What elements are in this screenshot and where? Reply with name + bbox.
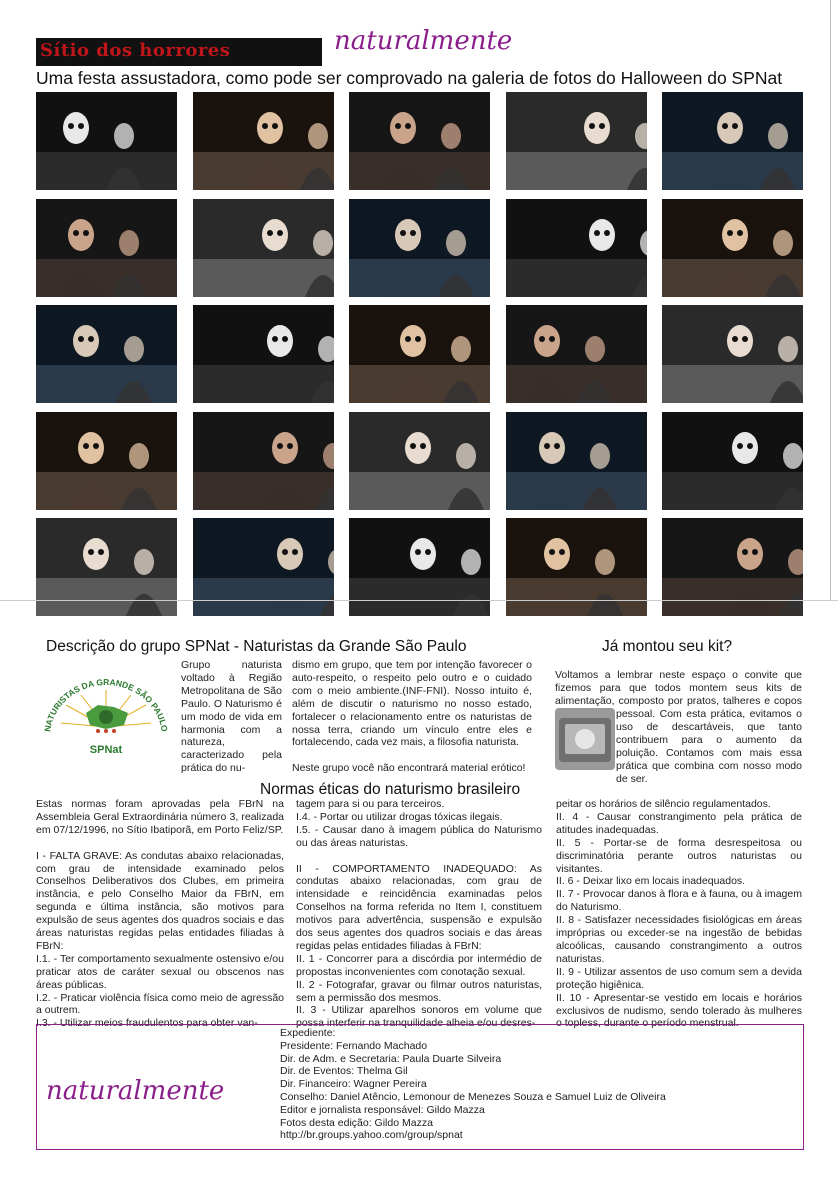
section-badge-label: Sítio dos horrores: [40, 40, 231, 61]
normas-paragraph: II. 5 - Portar-se de forma desrespeitosa ou discriminatória perante outros naturistas ou visitantes.: [556, 836, 802, 875]
descricao-col1: Grupo naturista voltado à Região Metropolitana de São Paulo. O Naturismo é um modo de vida em harmonia com a natureza, caracterizado pela prática do nu-: [181, 659, 282, 775]
normas-paragraph: peitar os horários de silêncio regulamentados.: [556, 798, 771, 810]
footer-brand-logo: naturalmente: [46, 1076, 225, 1106]
gallery-headline: Uma festa assustadora, como pode ser comprovado na galeria de fotos do Halloween do SPNat: [36, 68, 783, 88]
section-divider: [0, 600, 838, 601]
section-badge: [36, 38, 322, 66]
expediente-line: Dir. Financeiro: Wagner Pereira: [280, 1078, 427, 1091]
normas-paragraph: II. 2 - Fotografar, gravar ou filmar outros naturistas, sem a permissão dos mesmos.: [296, 978, 542, 1004]
expediente-line: Fotos desta edição: Gildo Mazza: [280, 1116, 433, 1129]
expediente-line: Dir. de Eventos: Thelma Gil: [280, 1065, 408, 1078]
photo-zombie-man: [36, 305, 177, 403]
normas-paragraph: I.3. - Utilizar meios fraudulentos para obter van-: [36, 1017, 258, 1030]
expediente-line: Presidente: Fernando Machado: [280, 1039, 428, 1052]
photo-man-makeup: [662, 92, 803, 190]
expediente-line: Editor e jornalista responsável: Gildo Mazza: [280, 1103, 485, 1116]
page-edge-line: [830, 0, 831, 600]
photo-group-skulls: [349, 92, 490, 190]
photo-scream-clown-group: [193, 199, 334, 297]
brand-logo: naturalmente: [334, 26, 513, 56]
normas-paragraph: II. 8 - Satisfazer necessidades fisiológicas em áreas impróprias ou exceder-se na ingestão de bebidas alcoólicas, causando constrangimento a outros naturistas.: [556, 914, 802, 965]
photo-skull-couple: [349, 199, 490, 297]
photo-makeup-artist: [506, 92, 647, 190]
descricao-p1: dismo em grupo, que tem por intenção favorecer o auto-respeito, o respeito pelo outro e o cuidado com o meio ambiente.(INF-FNI). Nosso intuito é, além de discutir o naturismo no nosso estado, fortalecer o relacionamento entre os naturistas de nossa terra, criando um vínculo entre eles e fortalecendo, cada vez mais, a filosofia naturista.: [292, 659, 532, 749]
spnat-logo: [36, 665, 176, 765]
kit-photo: [555, 708, 615, 770]
normas-title: Normas éticas do naturismo brasileiro: [260, 781, 521, 798]
normas-paragraph: I.4. - Portar ou utilizar drogas tóxicas ilegais.: [296, 810, 503, 823]
logo-arc-text: NATURISTAS DA GRANDE SÃO PAULO: [42, 676, 170, 733]
kit-text-top: Voltamos a lembrar neste espaço o convite que fizemos para que todos montem seus kits de alimentação, composto por pratos, talheres e copos: [555, 669, 802, 707]
normas-paragraph: II. 7 - Provocar danos à flora e à fauna, ou à imagem do Naturismo.: [556, 888, 802, 914]
photo-white-dress: [193, 518, 334, 616]
normas-paragraph: I.2. - Praticar violência física como meio de agressão a outrem.: [36, 991, 284, 1017]
expediente-line: Expediente:: [280, 1027, 336, 1039]
photo-costume-group: [506, 518, 647, 616]
photo-witch-group: [662, 305, 803, 403]
kit-text-side: pessoal. Com esta prática, evitamos o uso de descartáveis, que tanto contribuem para o aumento da poluição. Contamos com mais essa prática que combina com nosso modo de ser.: [616, 708, 802, 785]
normas-paragraph: II - COMPORTAMENTO INADEQUADO: As condutas abaixo relacionadas, com grau de intensidade e reincidência examinadas pelos Conselhos na forma referida no Item I, constituem motivos para advertência, suspensão e expulsão dos seus agentes dos quadros sociais e das áreas regidas pelas entidades filiadas à FBrN:: [296, 862, 542, 952]
normas-paragraph: II. 3 - Utilizar aparelhos sonoros em volume que possa interferir na tranquilidade alheia e/ou desres-: [296, 1004, 542, 1030]
photo-gallery: [36, 92, 774, 588]
photo-face-painting: [193, 92, 334, 190]
normas-paragraph: II. 10 - Apresentar-se vestido em locais e horários exclusivos de nudismo, sendo tolerado às mulheres o topless, durante o período menstrual.: [556, 991, 802, 1030]
photo-skull-face-paint: [36, 92, 177, 190]
logo-name: SPNat: [89, 744, 123, 756]
photo-garden-scene: [349, 518, 490, 616]
kit-title: Já montou seu kit?: [602, 638, 733, 655]
photo-reaper-mask: [36, 199, 177, 297]
photo-group-garden: [662, 412, 803, 510]
expediente-lines: [280, 1027, 666, 1142]
normas-paragraph: II. 4 - Causar constrangimento pela prática de atitudes inadequadas.: [556, 810, 802, 836]
normas-col1: [36, 798, 284, 1030]
photo-mummy-pair: [506, 305, 647, 403]
normas-paragraph: Estas normas foram aprovadas pela FBrN na Assembleia Geral Extraordinária número 3, realizada em 07/12/1996, no Sítio Ibatiporã, em Porto Feliz/SP.: [36, 798, 284, 836]
normas-col3: [556, 798, 802, 1030]
descricao-title: Descrição do grupo SPNat - Naturistas da Grande São Paulo: [46, 638, 467, 655]
normas-paragraph: II. 9 - Utilizar assentos de uso comum sem a devida proteção higiênica.: [556, 965, 802, 991]
normas-paragraph: II. 1 - Concorrer para a discórdia por intermédio de propostas inconvenientes com conotação sexual.: [296, 952, 542, 978]
group-link[interactable]: http://br.groups.yahoo.com/group/spnat: [280, 1129, 463, 1142]
expediente-line: Dir. de Adm. e Secretaria: Paula Duarte Silveira: [280, 1052, 502, 1065]
photo-woman-dress: [36, 412, 177, 510]
expediente-line: Conselho: Daniel Atêncio, Lemonour de Menezes Souza e Samuel Luiz de Oliveira: [280, 1090, 666, 1103]
normas-col2: [296, 798, 542, 1030]
photo-skull-pair: [506, 199, 647, 297]
normas-paragraph: I.5. - Causar dano à imagem pública do Naturismo ou das áreas naturistas.: [296, 823, 542, 849]
photo-flower-skull: [349, 412, 490, 510]
normas-paragraph: I - FALTA GRAVE: As condutas abaixo relacionadas, com grau de intensidade examinado pelos Conselhos Deliberativos dos Clubes, em primeira instância, e pelo Conselho Maior da FBrN, em segunda e última instância, são motivos para expulsão de seus agentes dos quadros sociais e das áreas naturistas regidas pelas entidades filiadas à FBrN:: [36, 849, 284, 952]
photo-pumpkin-jason: [349, 305, 490, 403]
descricao-p2: Neste grupo você não encontrará material erótico!: [292, 762, 526, 775]
photo-crawling-figure: [36, 518, 177, 616]
photo-vampire-couple: [193, 412, 334, 510]
descricao-col2: [292, 659, 532, 788]
normas-paragraph: I.1. - Ter comportamento sexualmente ostensivo e/ou praticar atos de caráter sexual ou obscenos nas áreas públicas.: [36, 952, 284, 991]
photo-top-hat-skull: [193, 305, 334, 403]
normas-paragraph: tagem para si ou para terceiros.: [296, 798, 445, 810]
photo-large-group: [662, 518, 803, 616]
photo-witch: [662, 199, 803, 297]
photo-garden-figure: [506, 412, 647, 510]
normas-paragraph: II. 6 - Deixar lixo em locais inadequados.: [556, 875, 746, 888]
